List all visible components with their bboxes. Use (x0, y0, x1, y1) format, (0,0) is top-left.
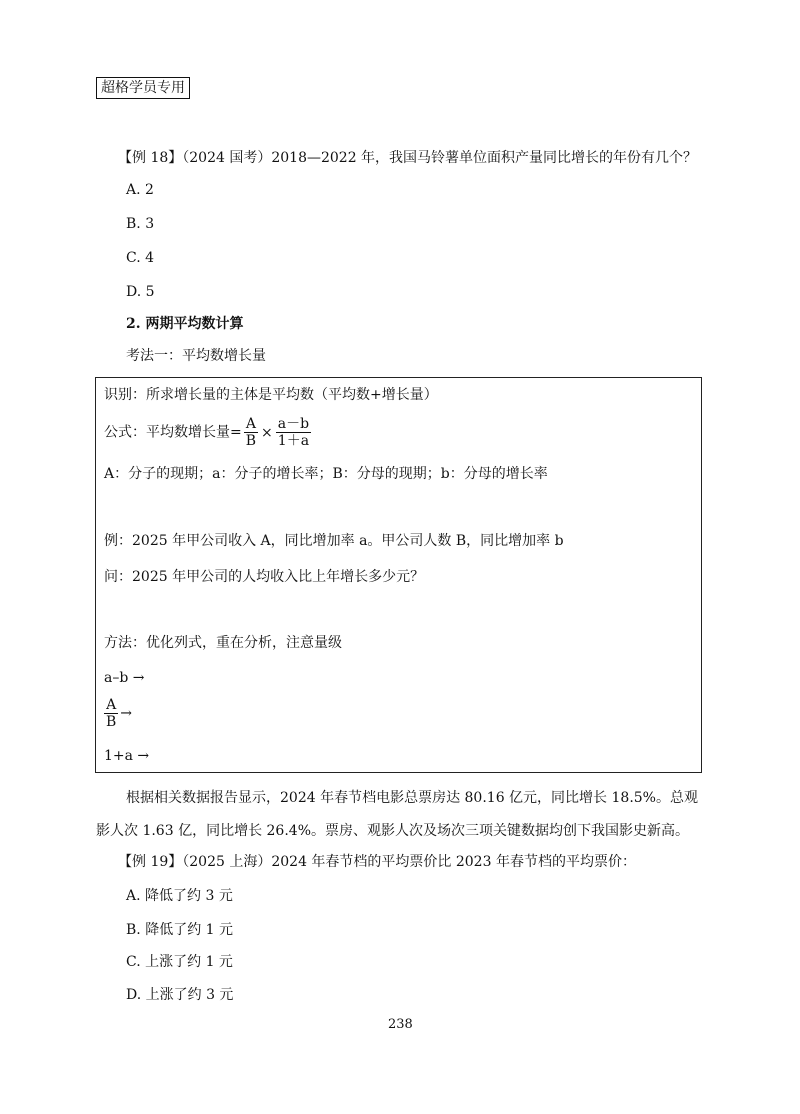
formula-fraction-growth (276, 416, 311, 449)
step-growth-base: 1+a → (104, 748, 150, 764)
example-18-option-c: C. 4 (126, 250, 155, 266)
method-text: 方法：优化列式，重在分析，注意量级 (104, 635, 342, 651)
example-19-option-b: B. 降低了约 1 元 (126, 922, 233, 938)
formula-fraction-a-b-numerator: A (244, 416, 258, 433)
identify-text: 识别：所求增长量的主体是平均数（平均数+增长量） (104, 387, 438, 403)
formula (104, 416, 313, 449)
step-difference: a–b → (104, 670, 145, 686)
formula-prefix: 公式：平均数增长量= (104, 424, 242, 441)
formula-fraction-a-b (244, 416, 258, 449)
example-18-question: 【例 18】（2024 国考）2018—2022 年，我国马铃薯单位面积产量同比增长的年份有几个？ (118, 150, 698, 166)
formula-fraction-a-b-denominator: B (245, 433, 257, 449)
step-ratio-arrow: → (120, 705, 133, 722)
step-ratio (104, 697, 132, 730)
example-19-option-d: D. 上涨了约 3 元 (126, 987, 234, 1003)
step-ratio-denominator: B (106, 714, 117, 730)
multiply-sign: × (261, 424, 273, 441)
step-ratio-fraction (104, 697, 118, 730)
example-19-question: 【例 19】（2025 上海）2024 年春节档的平均票价比 2023 年春节档的平均票价： (118, 854, 636, 870)
box-example-text: 例：2025 年甲公司收入 A，同比增加率 a。甲公司人数 B，同比增加率 b (104, 533, 564, 549)
example-18-option-a: A. 2 (126, 182, 154, 198)
material-line-1: 根据相关数据报告显示，2024 年春节档电影总票房达 80.16 亿元，同比增长 18.5%。总观 (126, 790, 698, 806)
box-question-text: 问：2025 年甲公司的人均收入比上年增长多少元？ (104, 569, 425, 585)
step-ratio-numerator: A (104, 697, 118, 714)
example-18-option-d: D. 5 (126, 284, 155, 300)
example-19-option-c: C. 上涨了约 1 元 (126, 954, 233, 970)
method-box (95, 377, 702, 773)
section-heading: 2. 两期平均数计算 (126, 316, 244, 332)
example-19-option-a: A. 降低了约 3 元 (126, 888, 233, 904)
variable-legend: A：分子的现期；a：分子的增长率；B：分母的现期；b：分母的增长率 (104, 466, 548, 482)
page-number: 238 (388, 1017, 413, 1032)
formula-fraction-growth-numerator: a－b (277, 416, 310, 432)
material-line-2: 影人次 1.63 亿，同比增长 26.4%。票房、观影人次及场次三项关键数据均创下我国影史新高。 (96, 823, 689, 839)
student-only-badge: 超格学员专用 (96, 77, 190, 99)
example-18-option-b: B. 3 (126, 216, 155, 232)
formula-fraction-growth-denominator: 1＋a (277, 433, 310, 449)
section-subheading: 考法一：平均数增长量 (126, 348, 266, 364)
